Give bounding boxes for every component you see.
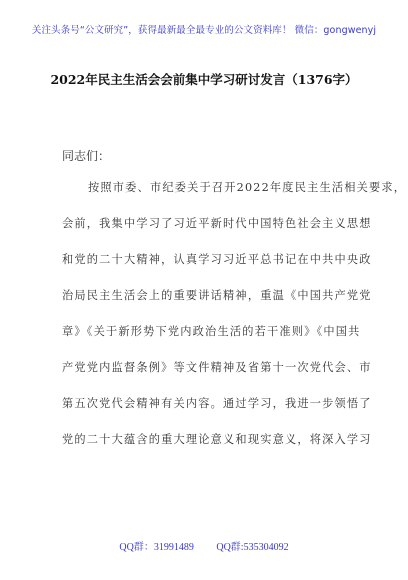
body-line: 党的二十大蕴含的重大理论意义和现实意义，将深入学习 [62, 433, 372, 446]
footer-qq-group-1: QQ群：31991489 [119, 542, 194, 553]
header-note: 关注头条号“公文研究”，获得最新最全最专业的公文资料库！ 微信：gongwenyj [31, 25, 377, 36]
body-line: 会前，我集中学习了习近平新时代中国特色社会主义思想 [62, 217, 372, 230]
salutation: 同志们： [62, 149, 111, 163]
footer-qq-group-2: QQ群:535304092 [216, 542, 289, 553]
footer [0, 538, 408, 553]
body-line: 第五次党代会精神有关内容。通过学习，我进一步领悟了 [62, 397, 372, 410]
body-line: 按照市委、市纪委关于召开2022年度民主生活相关要求， [88, 181, 407, 194]
document-title: 2022年民主生活会会前集中学习研讨发言（1376字） [50, 72, 358, 87]
body-line: 治局民主生活会上的重要讲话精神，重温《中国共产党党 [62, 289, 372, 302]
body-paragraph [62, 180, 407, 468]
body-line: 章》《关于新形势下党内政治生活的若干准则》《中国共 [62, 325, 361, 338]
body-line: 和党的二十大精神，认真学习习近平总书记在中共中央政 [62, 253, 372, 266]
body-line: 产党党内监督条例》等文件精神及省第十一次党代会、市 [62, 361, 372, 374]
